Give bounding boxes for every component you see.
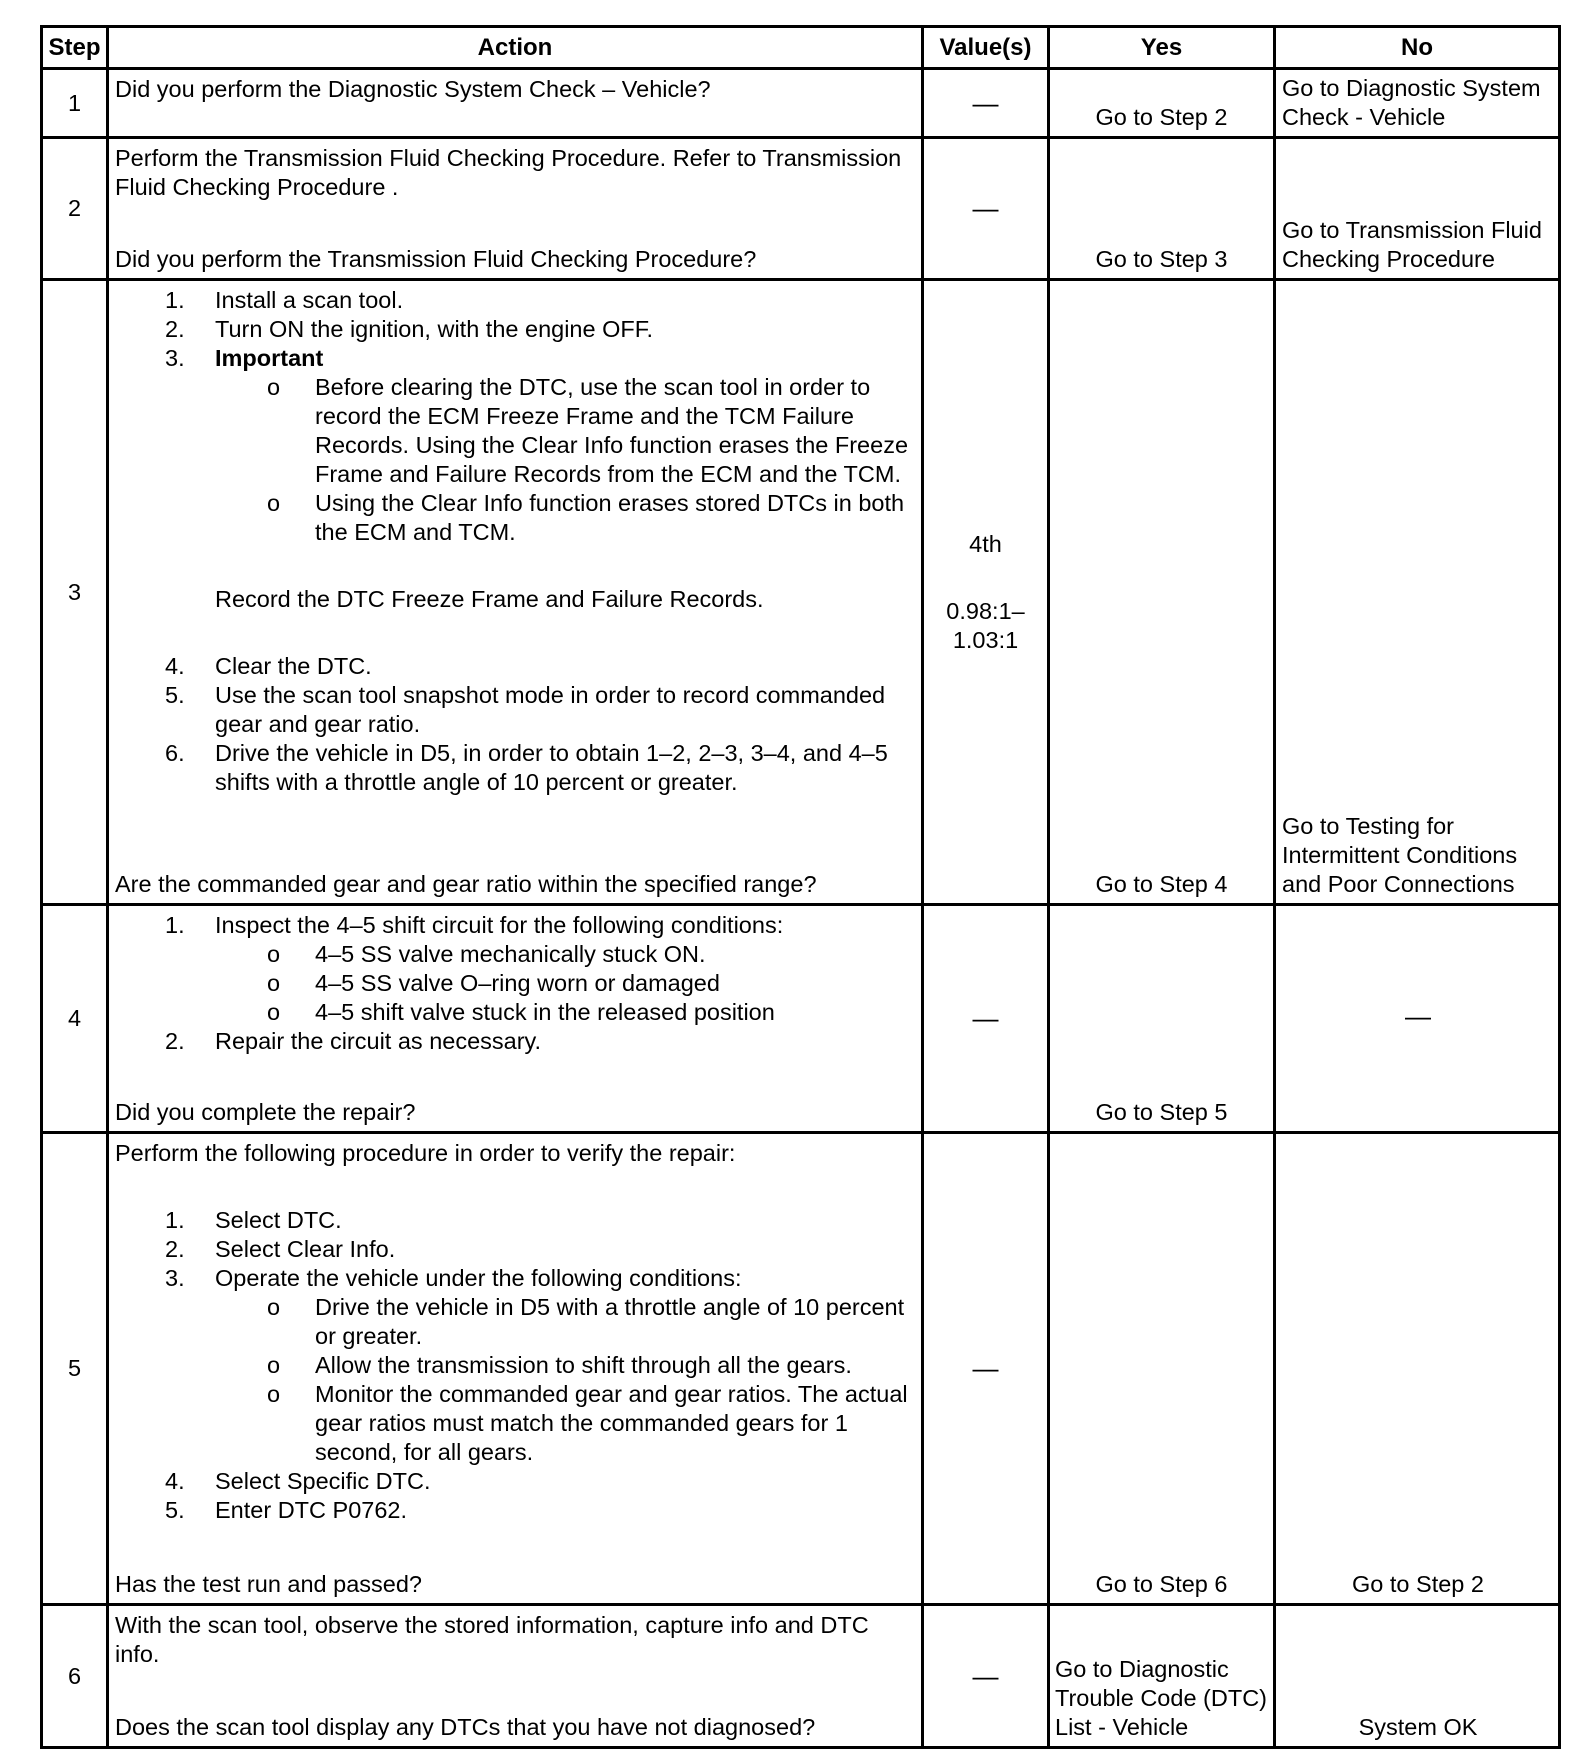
header-action: Action	[108, 27, 923, 69]
step-number: 6	[42, 1605, 108, 1748]
header-no: No	[1275, 27, 1560, 69]
action-question: Did you perform the Diagnostic System Check – Vehicle?	[115, 76, 711, 102]
list-item: 1. Select DTC.	[165, 1207, 342, 1233]
list-item: 1. Install a scan tool.	[165, 287, 404, 313]
value-cell: —	[923, 905, 1049, 1133]
sub-list	[215, 940, 916, 1027]
yes-cell: Go to Step 3	[1049, 138, 1275, 280]
sub-list-item: o Monitor the commanded gear and gear ratios. The actual gear ratios must match the commanded gears for 1 second, for all gears.	[267, 1381, 908, 1465]
value-ratio: 0.98:1– 1.03:1	[946, 597, 1025, 653]
yes-cell: Go to Step 2	[1049, 69, 1275, 138]
important-label: Important	[215, 345, 324, 371]
action-cell	[108, 1605, 923, 1748]
value-cell	[923, 280, 1049, 905]
action-cell	[108, 280, 923, 905]
list-item: 3. Important o Before clearing the DTC, use the scan tool in order to record the ECM Freeze Frame and the TCM Failure Records. Using the Clear Info function erases the Freeze Frame and Failure Records from the ECM and the TCM. o Using the Clear Info function erases stored DTCs in both the ECM and TCM.	[115, 344, 916, 547]
step-number: 2	[42, 138, 108, 280]
header-values: Value(s)	[923, 27, 1049, 69]
sub-list-item: o 4–5 shift valve stuck in the released position	[267, 999, 775, 1025]
action-intro: With the scan tool, observe the stored information, capture info and DTC info.	[115, 1612, 869, 1667]
list-item: 5. Use the scan tool snapshot mode in order to record commanded gear and gear ratio.	[165, 682, 886, 737]
value-cell: —	[923, 1605, 1049, 1748]
list-item: 2. Select Clear Info.	[165, 1236, 396, 1262]
list-item: 4. Clear the DTC.	[165, 653, 372, 679]
table-row-step-2	[42, 138, 1560, 280]
action-steps	[115, 286, 916, 547]
action-question: Has the test run and passed?	[115, 1571, 423, 1597]
yes-cell: Go to Step 5	[1049, 905, 1275, 1133]
sub-list-item: o 4–5 SS valve O–ring worn or damaged	[267, 970, 720, 996]
action-note: Record the DTC Freeze Frame and Failure Records.	[215, 586, 764, 612]
step-number: 1	[42, 69, 108, 138]
sub-list-item: o Before clearing the DTC, use the scan tool in order to record the ECM Freeze Frame and the TCM Failure Records. Using the Clear Info function erases the Freeze Frame and Failure Records from the ECM and the TCM.	[267, 374, 909, 487]
sub-list-item: o 4–5 SS valve mechanically stuck ON.	[267, 941, 706, 967]
action-intro: Perform the Transmission Fluid Checking Procedure. Refer to Transmission Fluid Checking Procedure .	[115, 145, 902, 200]
list-item: 5. Enter DTC P0762.	[165, 1497, 408, 1523]
action-steps	[115, 911, 916, 1056]
no-cell: —	[1275, 905, 1560, 1133]
yes-cell: Go to Step 4	[1049, 280, 1275, 905]
action-cell	[108, 69, 923, 138]
action-intro: Perform the following procedure in order to verify the repair:	[115, 1140, 736, 1166]
sub-list	[215, 1293, 916, 1467]
table-row-step-3	[42, 280, 1560, 905]
header-step: Step	[42, 27, 108, 69]
sub-list-item: o Allow the transmission to shift through all the gears.	[267, 1352, 852, 1378]
step-number: 3	[42, 280, 108, 905]
yes-cell: Go to Step 6	[1049, 1133, 1275, 1605]
table-row-step-1	[42, 69, 1560, 138]
action-steps	[115, 1206, 916, 1525]
step-number: 5	[42, 1133, 108, 1605]
table-row-step-6	[42, 1605, 1560, 1748]
value-cell: —	[923, 1133, 1049, 1605]
action-cell	[108, 1133, 923, 1605]
step-number: 4	[42, 905, 108, 1133]
value-gear: 4th	[969, 530, 1002, 557]
table-row-step-5	[42, 1133, 1560, 1605]
diagnostic-table-wrapper	[40, 25, 1561, 1749]
no-cell: Go to Diagnostic System Check - Vehicle	[1275, 69, 1560, 138]
list-item: 1. Inspect the 4–5 shift circuit for the following conditions: o 4–5 SS valve mechanically stuck ON. o 4–5 SS valve O–ring worn or damaged o 4–5 shift valve stuck in the released position	[115, 911, 916, 1027]
no-cell: System OK	[1275, 1605, 1560, 1748]
action-question: Did you complete the repair?	[115, 1099, 416, 1125]
no-cell: Go to Transmission Fluid Checking Procedure	[1275, 138, 1560, 280]
value-cell: —	[923, 69, 1049, 138]
list-item: 3. Operate the vehicle under the following conditions: o Drive the vehicle in D5 with a throttle angle of 10 percent or greater. o Allow the transmission to shift through all the gears. o Monitor the commanded gear and gear ratios. The actual gear ratios must match the commanded gears for 1 second, for all gears.	[115, 1264, 916, 1467]
action-cell	[108, 138, 923, 280]
value-cell: —	[923, 138, 1049, 280]
header-row	[42, 27, 1560, 69]
list-item: 6. Drive the vehicle in D5, in order to obtain 1–2, 2–3, 3–4, and 4–5 shifts with a throttle angle of 10 percent or greater.	[165, 740, 888, 795]
no-cell: Go to Testing for Intermittent Conditions and Poor Connections	[1275, 280, 1560, 905]
list-item: 4. Select Specific DTC.	[165, 1468, 431, 1494]
action-question: Does the scan tool display any DTCs that you have not diagnosed?	[115, 1714, 816, 1740]
no-cell: Go to Step 2	[1275, 1133, 1560, 1605]
header-yes: Yes	[1049, 27, 1275, 69]
list-item: 2. Turn ON the ignition, with the engine OFF.	[165, 316, 654, 342]
yes-cell: Go to Diagnostic Trouble Code (DTC) List - Vehicle	[1049, 1605, 1275, 1748]
table-row-step-4	[42, 905, 1560, 1133]
action-question: Did you perform the Transmission Fluid Checking Procedure?	[115, 246, 757, 272]
action-cell	[108, 905, 923, 1133]
action-steps-continued	[115, 652, 916, 797]
diagnostic-table	[40, 25, 1561, 1749]
list-item: 2. Repair the circuit as necessary.	[165, 1028, 542, 1054]
sub-list-item: o Drive the vehicle in D5 with a throttle angle of 10 percent or greater.	[267, 1294, 905, 1349]
sub-list	[215, 373, 916, 547]
action-question: Are the commanded gear and gear ratio within the specified range?	[115, 871, 817, 897]
sub-list-item: o Using the Clear Info function erases stored DTCs in both the ECM and TCM.	[267, 490, 905, 545]
